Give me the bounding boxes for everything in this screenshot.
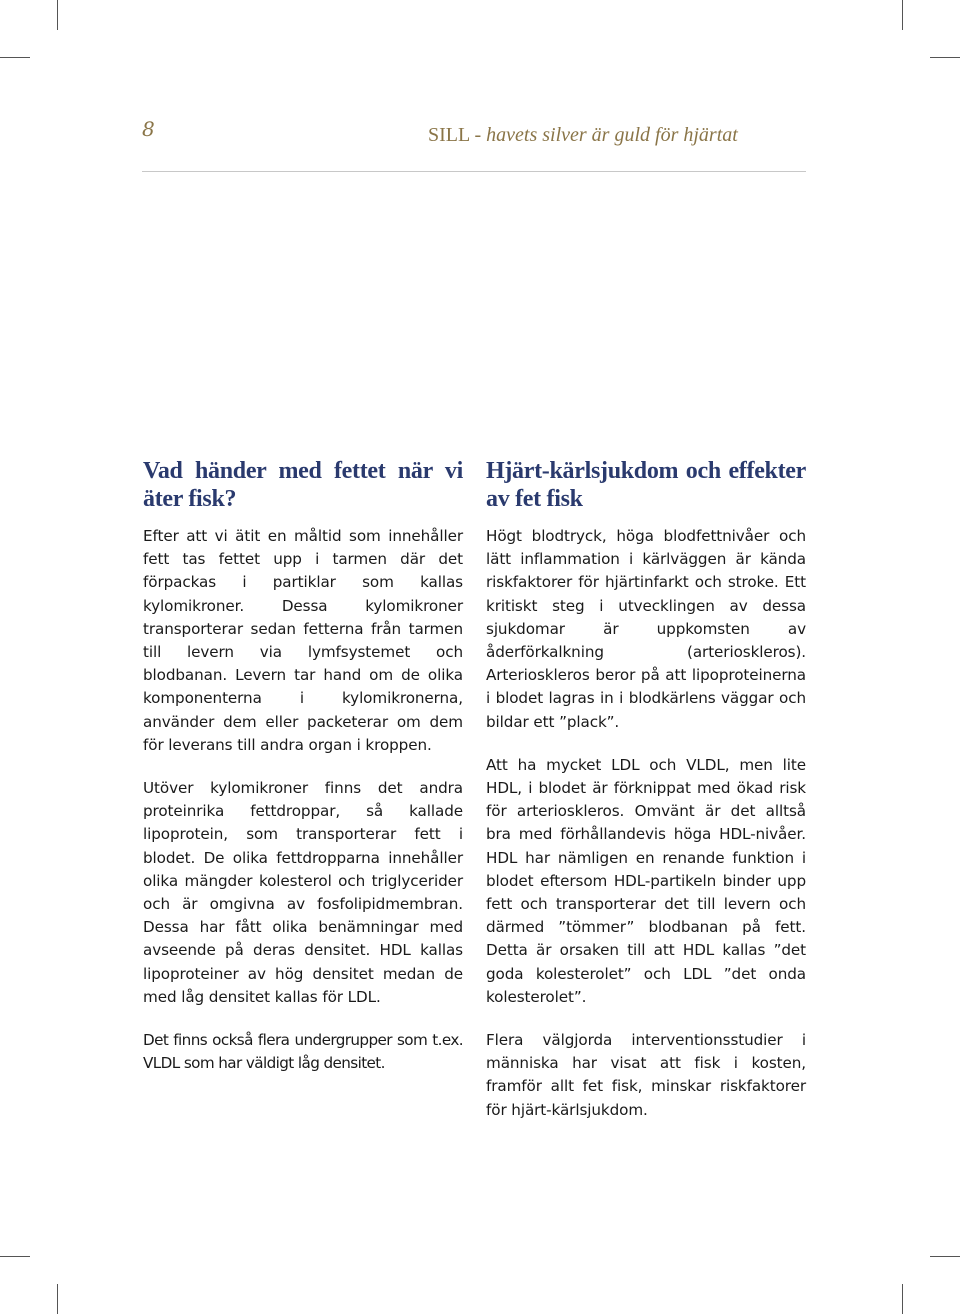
paragraph: Utöver kylomikroner finns det andra proteinrika fettdroppar, så kallade lipoprotein, som transporterar fett i blodet. De olika fettdropparna innehåller olika mängder kolesterol och triglycerider och är omgivna av fosfolipidmembran. Dessa har fått olika benämningar med avseende på deras densitet. HDL kallas lipoproteiner av hög densitet medan de med låg densitet kallas för LDL. xyxy=(143,779,463,1006)
section-heading: Vad händer med fettet när vi äter fisk? xyxy=(143,458,463,512)
left-column xyxy=(143,457,463,1095)
paragraph: Det finns också flera undergrupper som t.ex. VLDL som har väldigt låg densitet. xyxy=(143,1031,463,1073)
crop-mark xyxy=(57,1284,58,1314)
header-rule xyxy=(142,171,806,172)
running-head xyxy=(428,124,754,147)
crop-mark xyxy=(0,1256,30,1257)
paragraph: Flera välgjorda interventionsstudier i människa har visat att fisk i kosten, framför allt fet fisk, minskar riskfaktorer för hjärt-kärlsjukdom. xyxy=(486,1031,806,1119)
crop-mark xyxy=(0,57,30,58)
crop-mark xyxy=(930,1256,960,1257)
paragraph: Efter att vi ätit en måltid som innehåller fett tas fettet upp i tarmen där det förpackas i partiklar som kallas kylomikroner. Dessa kylomikroner transporterar sedan fetterna från tarmen till levern via lymfsystemet och blodbanan. Levern tar hand om de olika komponenterna i kylomikronerna, använder dem eller packeterar om dem för leverans till andra organ i kroppen. xyxy=(143,527,463,754)
paragraph: Att ha mycket LDL och VLDL, men lite HDL, i blodet är förknippat med ökad risk för arterioskleros. Omvänt är det alltså bra med förhållandevis höga HDL-nivåer. HDL har nämligen en renande funktion i blodet eftersom HDL-partikeln binder upp fett och transporterar det till levern och därmed ”tömmer” blodbanan på fett. Detta är orsaken till att HDL kallas ”det goda kolesterolet” och LDL ”det onda kolesterolet”. xyxy=(486,755,806,1006)
running-head-title: SILL - xyxy=(428,124,487,146)
page-number: 8 xyxy=(142,117,155,141)
running-head-subtitle: havets silver är guld för hjärtat xyxy=(486,124,738,146)
right-column xyxy=(486,457,806,1142)
paragraph: Högt blodtryck, höga blodfettnivåer och lätt inflammation i kärlväggen är kända riskfaktorer för hjärtinfarkt och stroke. Ett kritiskt steg i utvecklingen av dessa sjukdomar är uppkomsten av åderförkalkning (arterioskleros). Arterioskleros beror på att lipoproteinerna i blodet lagras in i blodkärlens väggar och bildar ett ”plack”. xyxy=(486,527,806,731)
crop-mark xyxy=(930,57,960,58)
section-heading: Hjärt-kärlsjukdom och effekter av fet fisk xyxy=(486,458,806,512)
crop-mark xyxy=(902,0,903,30)
crop-mark xyxy=(57,0,58,30)
crop-mark xyxy=(902,1284,903,1314)
